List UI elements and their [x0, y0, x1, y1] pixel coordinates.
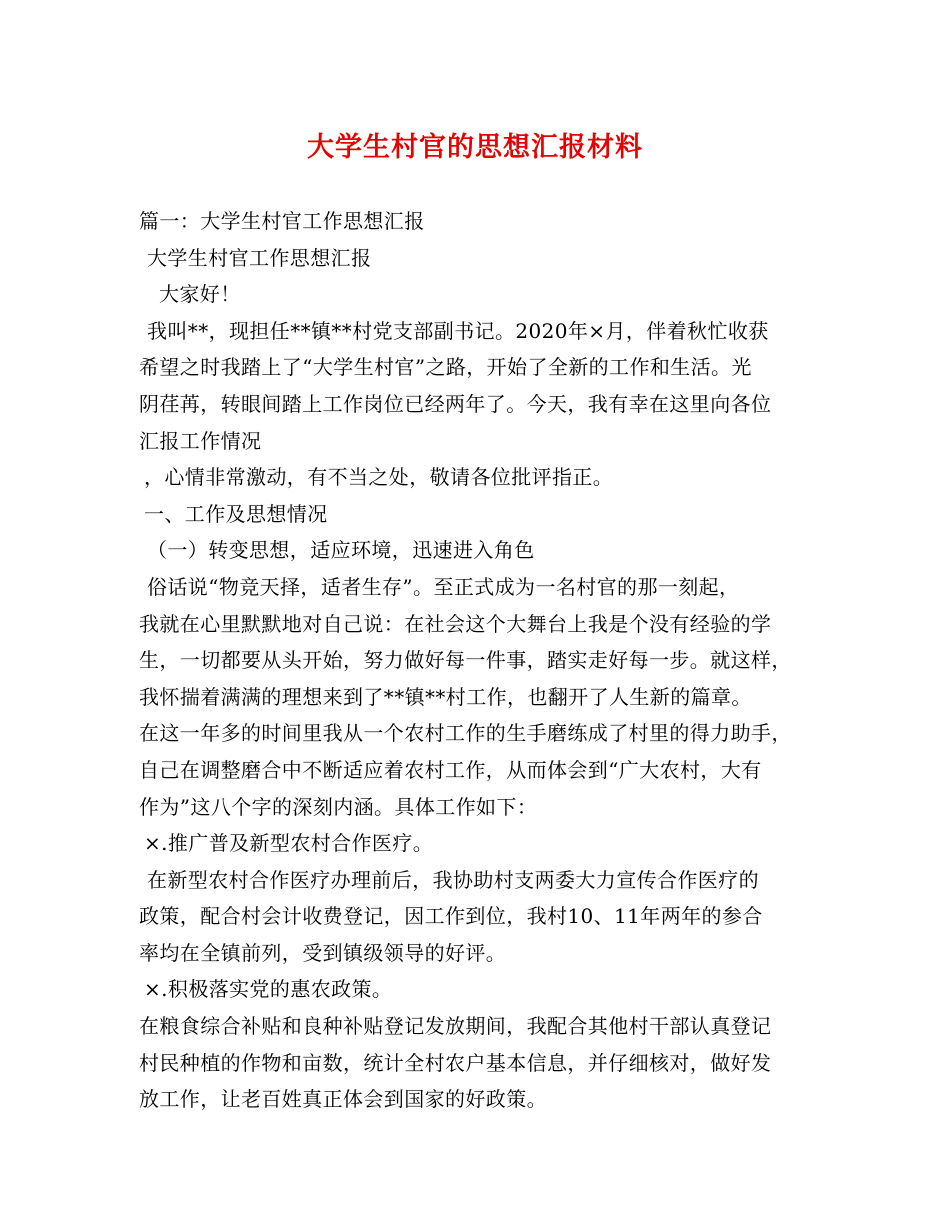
paragraph-line: 自己在调整磨合中不断适应着农村工作，从而体会到“广大农村，大有	[139, 757, 762, 782]
document-title: 大学生村官的思想汇报材料	[307, 132, 643, 163]
paragraph-line: 生，一切都要从头开始，努力做好每一件事，踏实走好每一步。就这样，	[139, 648, 792, 673]
paragraph-line: 村民种植的作物和亩数，统计全村农户基本信息，并仔细核对，做好发	[139, 1050, 772, 1075]
section-heading: 一、工作及思想情况	[144, 501, 328, 526]
section-heading: 篇一：大学生村官工作思想汇报	[139, 209, 425, 233]
paragraph-line: ，心情非常激动，有不当之处，敬请各位批评指正。	[144, 465, 614, 490]
paragraph-line: 我叫**，现担任**镇**村党支部副书记。2020年×月，伴着秋忙收获	[147, 318, 769, 343]
paragraph-line: 俗话说“物竞天择，适者生存”。至正式成为一名村官的那一刻起，	[147, 574, 740, 599]
paragraph-line: 在这一年多的时间里我从一个农村工作的生手磨练成了村里的得力助手，	[139, 721, 792, 746]
document-body	[139, 203, 829, 1118]
greeting-line: 大家好！	[159, 282, 241, 307]
paragraph-line: 作为”这八个字的深刻内涵。具体工作如下：	[139, 794, 538, 819]
paragraph-line: 放工作，让老百姓真正体会到国家的好政策。	[139, 1087, 547, 1112]
subtitle-line: 大学生村官工作思想汇报	[147, 245, 372, 270]
list-item-heading: ×.积极落实党的惠农政策。	[144, 977, 393, 1002]
paragraph-line: 政策，配合村会计收费登记，因工作到位，我村10、11年两年的参合	[139, 904, 763, 929]
paragraph-line: 汇报工作情况	[139, 428, 262, 453]
paragraph-line: 在粮食综合补贴和良种补贴登记发放期间，我配合其他村干部认真登记	[139, 1014, 772, 1039]
list-item-heading: ×.推广普及新型农村合作医疗。	[144, 831, 434, 856]
paragraph-line: 阴荏苒，转眼间踏上工作岗位已经两年了。今天，我有幸在这里向各位	[139, 391, 772, 416]
subsection-heading: （一）转变思想，适应环境，迅速进入角色	[147, 538, 535, 563]
paragraph-line: 在新型农村合作医疗办理前后，我协助村支两委大力宣传合作医疗的	[147, 867, 759, 892]
paragraph-line: 率均在全镇前列，受到镇级领导的好评。	[139, 940, 507, 965]
paragraph-line: 我怀揣着满满的理想来到了**镇**村工作，也翻开了人生新的篇章。	[139, 684, 752, 709]
paragraph-line: 我就在心里默默地对自己说：在社会这个大舞台上我是个没有经验的学	[139, 611, 772, 636]
paragraph-line: 希望之时我踏上了“大学生村官”之路，开始了全新的工作和生活。光	[139, 355, 752, 380]
